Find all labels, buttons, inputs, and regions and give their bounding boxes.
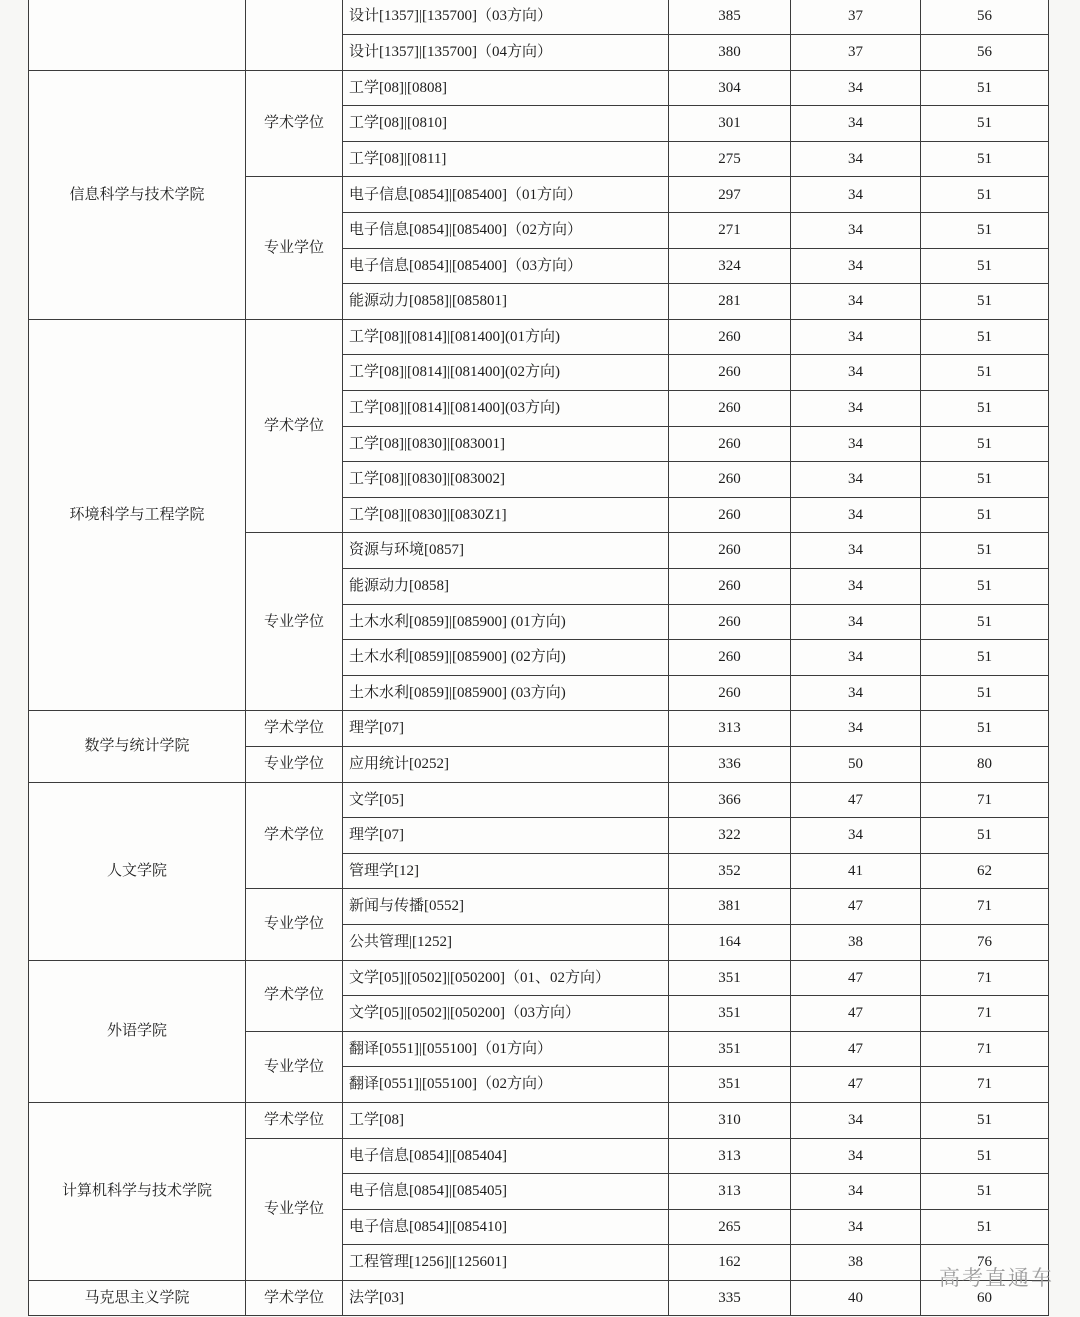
- score-cell: 62: [921, 853, 1049, 889]
- major-cell: 管理学[12]: [343, 853, 669, 889]
- table-row: [29, 1280, 1049, 1316]
- degree-type-cell: 学术学位: [246, 319, 343, 533]
- score-cell: 51: [921, 711, 1049, 747]
- score-cell: 80: [921, 746, 1049, 782]
- score-cell: 34: [791, 1102, 921, 1138]
- score-cell: 260: [669, 319, 791, 355]
- score-cell: 76: [921, 1245, 1049, 1281]
- score-cell: 56: [921, 0, 1049, 35]
- table-row: [29, 711, 1049, 747]
- degree-type-cell: 学术学位: [246, 70, 343, 177]
- table-row: [29, 782, 1049, 818]
- college-cell: 计算机科学与技术学院: [29, 1102, 246, 1280]
- score-cell: 162: [669, 1245, 791, 1281]
- major-cell: 新闻与传播[0552]: [343, 889, 669, 925]
- score-cell: 260: [669, 675, 791, 711]
- score-cell: 51: [921, 1209, 1049, 1245]
- major-cell: 公共管理|[1252]: [343, 924, 669, 960]
- score-cell: 50: [791, 746, 921, 782]
- score-cell: 352: [669, 853, 791, 889]
- score-cell: 34: [791, 213, 921, 249]
- score-cell: 313: [669, 711, 791, 747]
- college-cell: 信息科学与技术学院: [29, 70, 246, 319]
- score-cell: 351: [669, 996, 791, 1032]
- score-cell: 34: [791, 391, 921, 427]
- score-cell: 51: [921, 497, 1049, 533]
- score-cell: 71: [921, 960, 1049, 996]
- major-cell: 电子信息[0854]|[085404]: [343, 1138, 669, 1174]
- score-cell: 265: [669, 1209, 791, 1245]
- score-cell: 366: [669, 782, 791, 818]
- score-cell: 51: [921, 248, 1049, 284]
- degree-type-cell: 学术学位: [246, 711, 343, 747]
- scores-table: [28, 0, 1049, 1316]
- score-cell: 335: [669, 1280, 791, 1316]
- score-cell: 322: [669, 818, 791, 854]
- table-row: [29, 319, 1049, 355]
- major-cell: 电子信息[0854]|[085400]（01方向）: [343, 177, 669, 213]
- score-cell: 51: [921, 141, 1049, 177]
- degree-type-cell: 专业学位: [246, 1138, 343, 1280]
- major-cell: 工学[08]|[0830]|[0830Z1]: [343, 497, 669, 533]
- score-cell: 47: [791, 996, 921, 1032]
- score-cell: 51: [921, 391, 1049, 427]
- major-cell: 应用统计[0252]: [343, 746, 669, 782]
- major-cell: 翻译[0551]|[055100]（01方向）: [343, 1031, 669, 1067]
- score-cell: 51: [921, 1138, 1049, 1174]
- score-cell: 47: [791, 960, 921, 996]
- score-cell: 260: [669, 533, 791, 569]
- score-cell: 37: [791, 35, 921, 71]
- score-cell: 56: [921, 35, 1049, 71]
- score-cell: 71: [921, 782, 1049, 818]
- score-cell: 51: [921, 604, 1049, 640]
- major-cell: 文学[05]|[0502]|[050200]（01、02方向）: [343, 960, 669, 996]
- score-cell: 34: [791, 248, 921, 284]
- score-cell: 51: [921, 355, 1049, 391]
- score-cell: 71: [921, 996, 1049, 1032]
- score-cell: 34: [791, 355, 921, 391]
- major-cell: 电子信息[0854]|[085405]: [343, 1174, 669, 1210]
- score-cell: 275: [669, 141, 791, 177]
- score-cell: 260: [669, 604, 791, 640]
- score-cell: 336: [669, 746, 791, 782]
- score-cell: 381: [669, 889, 791, 925]
- college-cell: 马克思主义学院: [29, 1280, 246, 1316]
- score-cell: 51: [921, 818, 1049, 854]
- table-row: [29, 70, 1049, 106]
- degree-type-cell: 学术学位: [246, 960, 343, 1031]
- major-cell: 土木水利[0859]|[085900] (02方向): [343, 640, 669, 676]
- score-cell: 260: [669, 391, 791, 427]
- score-cell: 34: [791, 319, 921, 355]
- score-cell: 385: [669, 0, 791, 35]
- score-cell: 351: [669, 960, 791, 996]
- score-cell: 47: [791, 1067, 921, 1103]
- college-cell: 数学与统计学院: [29, 711, 246, 782]
- score-cell: 38: [791, 924, 921, 960]
- score-cell: 34: [791, 177, 921, 213]
- score-cell: 313: [669, 1174, 791, 1210]
- score-cell: 41: [791, 853, 921, 889]
- watermark: 高考直通车: [939, 1266, 1054, 1290]
- table-row: [29, 1102, 1049, 1138]
- degree-type-cell: 专业学位: [246, 177, 343, 319]
- score-cell: 34: [791, 533, 921, 569]
- score-cell: 281: [669, 284, 791, 320]
- college-cell: 外语学院: [29, 960, 246, 1102]
- score-cell: 34: [791, 640, 921, 676]
- major-cell: 土木水利[0859]|[085900] (01方向): [343, 604, 669, 640]
- score-cell: 34: [791, 1209, 921, 1245]
- score-cell: 47: [791, 889, 921, 925]
- major-cell: 工学[08]|[0808]: [343, 70, 669, 106]
- score-cell: 34: [791, 675, 921, 711]
- score-cell: 51: [921, 1174, 1049, 1210]
- degree-type-cell: 专业学位: [246, 533, 343, 711]
- score-cell: 51: [921, 177, 1049, 213]
- major-cell: 工学[08]|[0810]: [343, 106, 669, 142]
- degree-type-cell: 学术学位: [246, 1102, 343, 1138]
- major-cell: 工学[08]|[0814]|[081400](01方向): [343, 319, 669, 355]
- score-cell: 34: [791, 711, 921, 747]
- score-cell: 260: [669, 462, 791, 498]
- major-cell: 电子信息[0854]|[085400]（02方向）: [343, 213, 669, 249]
- major-cell: 设计[1357]|[135700]（04方向）: [343, 35, 669, 71]
- score-cell: 34: [791, 1174, 921, 1210]
- major-cell: 能源动力[0858]|[085801]: [343, 284, 669, 320]
- major-cell: 工学[08]: [343, 1102, 669, 1138]
- degree-type-cell: 专业学位: [246, 889, 343, 960]
- score-cell: 40: [791, 1280, 921, 1316]
- major-cell: 工学[08]|[0811]: [343, 141, 669, 177]
- score-cell: 260: [669, 355, 791, 391]
- score-cell: 47: [791, 1031, 921, 1067]
- major-cell: 文学[05]: [343, 782, 669, 818]
- score-cell: 76: [921, 924, 1049, 960]
- score-cell: 38: [791, 1245, 921, 1281]
- college-cell: [29, 0, 246, 70]
- score-cell: 51: [921, 106, 1049, 142]
- score-cell: 34: [791, 462, 921, 498]
- score-cell: 51: [921, 533, 1049, 569]
- major-cell: 电子信息[0854]|[085410]: [343, 1209, 669, 1245]
- score-cell: 297: [669, 177, 791, 213]
- degree-type-cell: 学术学位: [246, 1280, 343, 1316]
- degree-type-cell: 专业学位: [246, 1031, 343, 1102]
- score-cell: 34: [791, 284, 921, 320]
- score-cell: 71: [921, 1067, 1049, 1103]
- score-cell: 51: [921, 213, 1049, 249]
- score-cell: 34: [791, 141, 921, 177]
- score-cell: 34: [791, 106, 921, 142]
- score-cell: 51: [921, 1102, 1049, 1138]
- score-cell: 260: [669, 569, 791, 605]
- major-cell: 工学[08]|[0814]|[081400](03方向): [343, 391, 669, 427]
- score-cell: 51: [921, 284, 1049, 320]
- score-cell: 34: [791, 604, 921, 640]
- major-cell: 电子信息[0854]|[085400]（03方向）: [343, 248, 669, 284]
- score-cell: 34: [791, 497, 921, 533]
- major-cell: 工程管理[1256]|[125601]: [343, 1245, 669, 1281]
- score-cell: 34: [791, 1138, 921, 1174]
- college-cell: 人文学院: [29, 782, 246, 960]
- score-cell: 260: [669, 426, 791, 462]
- degree-type-cell: 专业学位: [246, 746, 343, 782]
- score-cell: 51: [921, 70, 1049, 106]
- major-cell: 法学[03]: [343, 1280, 669, 1316]
- major-cell: 工学[08]|[0814]|[081400](02方向): [343, 355, 669, 391]
- scores-table-body: [29, 0, 1049, 1316]
- score-cell: 51: [921, 462, 1049, 498]
- score-cell: 47: [791, 782, 921, 818]
- score-cell: 60: [921, 1280, 1049, 1316]
- major-cell: 工学[08]|[0830]|[083001]: [343, 426, 669, 462]
- score-cell: 260: [669, 497, 791, 533]
- score-cell: 71: [921, 1031, 1049, 1067]
- score-cell: 37: [791, 0, 921, 35]
- score-cell: 34: [791, 70, 921, 106]
- score-cell: 304: [669, 70, 791, 106]
- major-cell: 工学[08]|[0830]|[083002]: [343, 462, 669, 498]
- major-cell: 理学[07]: [343, 711, 669, 747]
- major-cell: 翻译[0551]|[055100]（02方向）: [343, 1067, 669, 1103]
- major-cell: 土木水利[0859]|[085900] (03方向): [343, 675, 669, 711]
- score-cell: 51: [921, 569, 1049, 605]
- score-cell: 34: [791, 569, 921, 605]
- major-cell: 资源与环境[0857]: [343, 533, 669, 569]
- score-cell: 164: [669, 924, 791, 960]
- score-cell: 313: [669, 1138, 791, 1174]
- score-cell: 51: [921, 640, 1049, 676]
- score-cell: 34: [791, 426, 921, 462]
- score-cell: 324: [669, 248, 791, 284]
- major-cell: 理学[07]: [343, 818, 669, 854]
- score-cell: 310: [669, 1102, 791, 1138]
- score-cell: 34: [791, 818, 921, 854]
- score-cell: 380: [669, 35, 791, 71]
- table-row: [29, 960, 1049, 996]
- score-cell: 51: [921, 319, 1049, 355]
- major-cell: 设计[1357]|[135700]（03方向）: [343, 0, 669, 35]
- college-cell: 环境科学与工程学院: [29, 319, 246, 711]
- degree-type-cell: [246, 0, 343, 70]
- score-cell: 260: [669, 640, 791, 676]
- score-cell: 301: [669, 106, 791, 142]
- major-cell: 能源动力[0858]: [343, 569, 669, 605]
- score-cell: 271: [669, 213, 791, 249]
- table-row: [29, 0, 1049, 35]
- major-cell: 文学[05]|[0502]|[050200]（03方向）: [343, 996, 669, 1032]
- score-cell: 51: [921, 426, 1049, 462]
- score-cell: 51: [921, 675, 1049, 711]
- score-cell: 71: [921, 889, 1049, 925]
- degree-type-cell: 学术学位: [246, 782, 343, 889]
- score-cell: 351: [669, 1031, 791, 1067]
- score-cell: 351: [669, 1067, 791, 1103]
